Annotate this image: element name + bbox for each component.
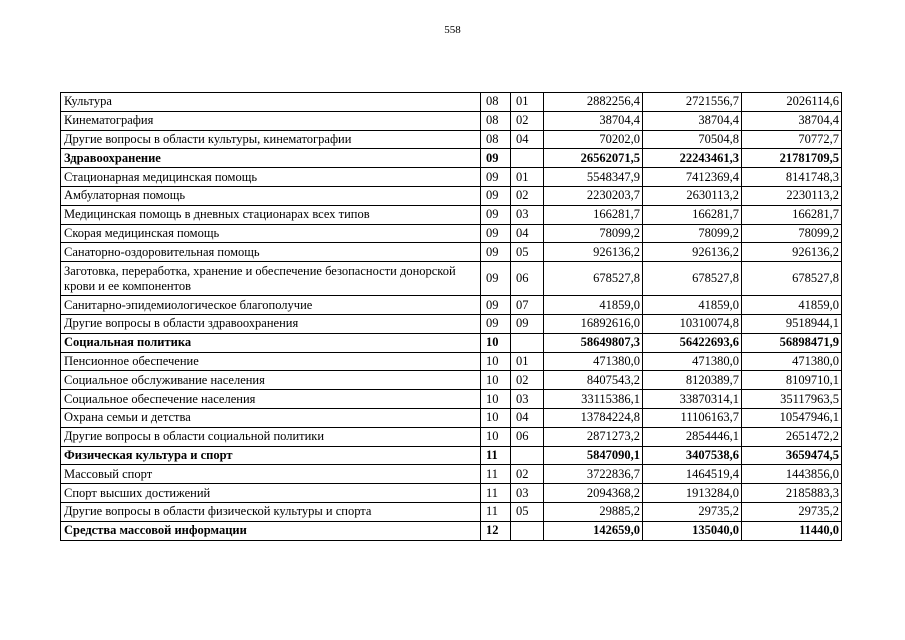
amount-year1-cell: 29885,2 <box>544 502 643 521</box>
amount-year2-cell: 1913284,0 <box>643 484 742 503</box>
row-name-cell: Охрана семьи и детства <box>61 408 481 427</box>
subsection-code-cell: 02 <box>511 186 544 205</box>
amount-year1-cell: 41859,0 <box>544 296 643 315</box>
table-row <box>61 186 842 205</box>
amount-year3-cell: 29735,2 <box>742 502 842 521</box>
subsection-code-cell: 03 <box>511 205 544 224</box>
table-row <box>61 111 842 130</box>
section-code-cell: 09 <box>481 314 511 333</box>
table-row <box>61 262 842 296</box>
amount-year2-cell: 41859,0 <box>643 296 742 315</box>
amount-year3-cell: 38704,4 <box>742 111 842 130</box>
row-name-cell: Скорая медицинская помощь <box>61 224 481 243</box>
amount-year2-cell: 2854446,1 <box>643 427 742 446</box>
page-number: 558 <box>444 24 461 36</box>
amount-year2-cell: 2630113,2 <box>643 186 742 205</box>
amount-year2-cell: 10310074,8 <box>643 314 742 333</box>
section-code-cell: 10 <box>481 371 511 390</box>
subsection-code-cell: 01 <box>511 168 544 187</box>
row-name-cell: Культура <box>61 93 481 112</box>
amount-year1-cell: 78099,2 <box>544 224 643 243</box>
amount-year3-cell: 2185883,3 <box>742 484 842 503</box>
subsection-code-cell: 05 <box>511 502 544 521</box>
amount-year3-cell: 9518944,1 <box>742 314 842 333</box>
section-code-cell: 11 <box>481 484 511 503</box>
subsection-code-cell: 02 <box>511 111 544 130</box>
row-name-cell: Заготовка, переработка, хранение и обеспечение безопасности донорской крови и ее компонентов <box>61 262 481 296</box>
amount-year1-cell: 8407543,2 <box>544 371 643 390</box>
budget-table <box>60 92 842 541</box>
amount-year3-cell: 471380,0 <box>742 352 842 371</box>
section-code-cell: 09 <box>481 186 511 205</box>
section-code-cell: 11 <box>481 446 511 465</box>
amount-year1-cell: 5847090,1 <box>544 446 643 465</box>
amount-year1-cell: 5548347,9 <box>544 168 643 187</box>
amount-year2-cell: 33870314,1 <box>643 390 742 409</box>
amount-year1-cell: 926136,2 <box>544 243 643 262</box>
section-code-cell: 09 <box>481 168 511 187</box>
amount-year3-cell: 78099,2 <box>742 224 842 243</box>
amount-year3-cell: 926136,2 <box>742 243 842 262</box>
subsection-code-cell: 02 <box>511 465 544 484</box>
subsection-code-cell: 06 <box>511 427 544 446</box>
amount-year2-cell: 29735,2 <box>643 502 742 521</box>
amount-year2-cell: 22243461,3 <box>643 149 742 168</box>
subsection-code-cell: 07 <box>511 296 544 315</box>
amount-year2-cell: 135040,0 <box>643 521 742 540</box>
amount-year2-cell: 3407538,6 <box>643 446 742 465</box>
amount-year3-cell: 3659474,5 <box>742 446 842 465</box>
amount-year2-cell: 8120389,7 <box>643 371 742 390</box>
amount-year2-cell: 166281,7 <box>643 205 742 224</box>
subsection-code-cell: 04 <box>511 224 544 243</box>
row-name-cell: Массовый спорт <box>61 465 481 484</box>
row-name-cell: Пенсионное обеспечение <box>61 352 481 371</box>
table-row <box>61 224 842 243</box>
amount-year1-cell: 13784224,8 <box>544 408 643 427</box>
amount-year2-cell: 2721556,7 <box>643 93 742 112</box>
table-row <box>61 502 842 521</box>
subsection-code-cell <box>511 446 544 465</box>
row-name-cell: Стационарная медицинская помощь <box>61 168 481 187</box>
subsection-code-cell <box>511 149 544 168</box>
subsection-code-cell: 02 <box>511 371 544 390</box>
subsection-code-cell <box>511 521 544 540</box>
amount-year1-cell: 678527,8 <box>544 262 643 296</box>
subsection-code-cell: 09 <box>511 314 544 333</box>
table-row <box>61 205 842 224</box>
amount-year2-cell: 56422693,6 <box>643 333 742 352</box>
amount-year3-cell: 56898471,9 <box>742 333 842 352</box>
section-code-cell: 09 <box>481 224 511 243</box>
amount-year2-cell: 471380,0 <box>643 352 742 371</box>
amount-year3-cell: 678527,8 <box>742 262 842 296</box>
subsection-code-cell: 05 <box>511 243 544 262</box>
amount-year3-cell: 10547946,1 <box>742 408 842 427</box>
table-row <box>61 371 842 390</box>
row-name-cell: Средства массовой информации <box>61 521 481 540</box>
row-name-cell: Санитарно-эпидемиологическое благополучие <box>61 296 481 315</box>
amount-year3-cell: 8141748,3 <box>742 168 842 187</box>
table-row <box>61 149 842 168</box>
table-row <box>61 333 842 352</box>
amount-year3-cell: 11440,0 <box>742 521 842 540</box>
row-name-cell: Медицинская помощь в дневных стационарах всех типов <box>61 205 481 224</box>
row-name-cell: Социальная политика <box>61 333 481 352</box>
row-name-cell: Социальное обслуживание населения <box>61 371 481 390</box>
row-name-cell: Санаторно-оздоровительная помощь <box>61 243 481 262</box>
amount-year3-cell: 1443856,0 <box>742 465 842 484</box>
amount-year1-cell: 471380,0 <box>544 352 643 371</box>
amount-year1-cell: 70202,0 <box>544 130 643 149</box>
amount-year2-cell: 70504,8 <box>643 130 742 149</box>
section-code-cell: 10 <box>481 390 511 409</box>
table-row <box>61 168 842 187</box>
row-name-cell: Социальное обеспечение населения <box>61 390 481 409</box>
section-code-cell: 12 <box>481 521 511 540</box>
amount-year3-cell: 70772,7 <box>742 130 842 149</box>
amount-year3-cell: 41859,0 <box>742 296 842 315</box>
amount-year3-cell: 21781709,5 <box>742 149 842 168</box>
table-row <box>61 484 842 503</box>
row-name-cell: Спорт высших достижений <box>61 484 481 503</box>
table-row <box>61 130 842 149</box>
table-row <box>61 521 842 540</box>
amount-year3-cell: 2651472,2 <box>742 427 842 446</box>
budget-table-body <box>61 93 842 541</box>
subsection-code-cell: 06 <box>511 262 544 296</box>
amount-year1-cell: 58649807,3 <box>544 333 643 352</box>
amount-year1-cell: 2871273,2 <box>544 427 643 446</box>
amount-year3-cell: 35117963,5 <box>742 390 842 409</box>
amount-year1-cell: 26562071,5 <box>544 149 643 168</box>
section-code-cell: 09 <box>481 205 511 224</box>
row-name-cell: Амбулаторная помощь <box>61 186 481 205</box>
subsection-code-cell: 01 <box>511 93 544 112</box>
row-name-cell: Другие вопросы в области культуры, кинематографии <box>61 130 481 149</box>
amount-year2-cell: 926136,2 <box>643 243 742 262</box>
amount-year2-cell: 1464519,4 <box>643 465 742 484</box>
subsection-code-cell: 01 <box>511 352 544 371</box>
amount-year1-cell: 33115386,1 <box>544 390 643 409</box>
table-row <box>61 243 842 262</box>
section-code-cell: 09 <box>481 296 511 315</box>
amount-year1-cell: 38704,4 <box>544 111 643 130</box>
section-code-cell: 10 <box>481 352 511 371</box>
table-row <box>61 427 842 446</box>
table-row <box>61 465 842 484</box>
subsection-code-cell: 04 <box>511 130 544 149</box>
row-name-cell: Физическая культура и спорт <box>61 446 481 465</box>
subsection-code-cell: 04 <box>511 408 544 427</box>
row-name-cell: Другие вопросы в области здравоохранения <box>61 314 481 333</box>
amount-year1-cell: 2230203,7 <box>544 186 643 205</box>
section-code-cell: 10 <box>481 333 511 352</box>
amount-year3-cell: 2230113,2 <box>742 186 842 205</box>
amount-year1-cell: 142659,0 <box>544 521 643 540</box>
subsection-code-cell: 03 <box>511 484 544 503</box>
table-row <box>61 314 842 333</box>
amount-year2-cell: 7412369,4 <box>643 168 742 187</box>
row-name-cell: Другие вопросы в области социальной политики <box>61 427 481 446</box>
table-row <box>61 93 842 112</box>
amount-year3-cell: 166281,7 <box>742 205 842 224</box>
table-row <box>61 296 842 315</box>
table-row <box>61 408 842 427</box>
section-code-cell: 09 <box>481 149 511 168</box>
table-row <box>61 352 842 371</box>
section-code-cell: 10 <box>481 427 511 446</box>
amount-year1-cell: 3722836,7 <box>544 465 643 484</box>
amount-year1-cell: 2882256,4 <box>544 93 643 112</box>
amount-year2-cell: 678527,8 <box>643 262 742 296</box>
section-code-cell: 09 <box>481 262 511 296</box>
section-code-cell: 08 <box>481 111 511 130</box>
amount-year1-cell: 166281,7 <box>544 205 643 224</box>
amount-year2-cell: 78099,2 <box>643 224 742 243</box>
amount-year2-cell: 38704,4 <box>643 111 742 130</box>
section-code-cell: 09 <box>481 243 511 262</box>
section-code-cell: 10 <box>481 408 511 427</box>
row-name-cell: Здравоохранение <box>61 149 481 168</box>
subsection-code-cell <box>511 333 544 352</box>
section-code-cell: 08 <box>481 130 511 149</box>
amount-year2-cell: 11106163,7 <box>643 408 742 427</box>
row-name-cell: Другие вопросы в области физической культуры и спорта <box>61 502 481 521</box>
amount-year1-cell: 2094368,2 <box>544 484 643 503</box>
table-row <box>61 390 842 409</box>
amount-year1-cell: 16892616,0 <box>544 314 643 333</box>
subsection-code-cell: 03 <box>511 390 544 409</box>
section-code-cell: 11 <box>481 502 511 521</box>
section-code-cell: 11 <box>481 465 511 484</box>
amount-year3-cell: 8109710,1 <box>742 371 842 390</box>
table-row <box>61 446 842 465</box>
section-code-cell: 08 <box>481 93 511 112</box>
amount-year3-cell: 2026114,6 <box>742 93 842 112</box>
row-name-cell: Кинематография <box>61 111 481 130</box>
